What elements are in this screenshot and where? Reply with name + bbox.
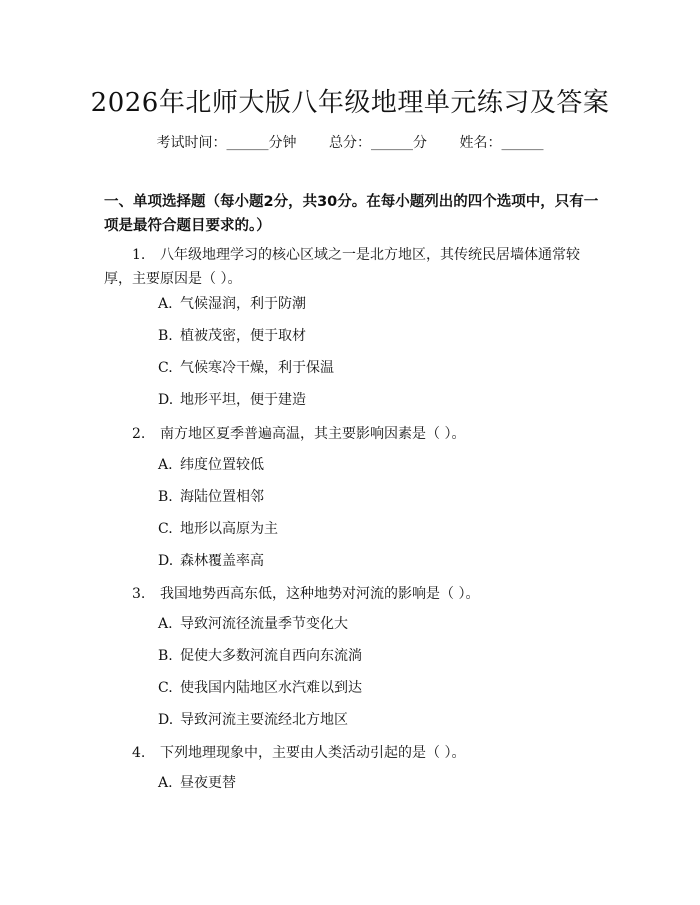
question-number: 2. (132, 426, 146, 442)
option-text: 地形平坦，便于建造 (180, 392, 306, 408)
question-4 (104, 741, 604, 765)
question-1 (104, 243, 604, 291)
question-2 (104, 422, 604, 446)
option-text: 气候湿润，利于防潮 (180, 296, 306, 312)
option-text: 促使大多数河流自西向东流淌 (180, 648, 362, 664)
option-text: 气候寒冷干燥，利于保温 (180, 360, 334, 376)
question-number: 4. (132, 745, 146, 761)
option-letter: C. (158, 680, 173, 696)
page-title: 2026年北师大版八年级地理单元练习及答案 (90, 88, 610, 118)
option-text: 导致河流径流量季节变化大 (180, 616, 348, 632)
option-letter: B. (158, 328, 173, 344)
option-text: 使我国内陆地区水汽难以到达 (180, 680, 362, 696)
option-1b (158, 326, 306, 346)
question-number: 1. (132, 247, 146, 263)
question-3 (104, 582, 604, 606)
option-text: 昼夜更替 (180, 775, 236, 791)
question-text: 下列地理现象中，主要由人类活动引起的是（ ）。 (160, 745, 466, 761)
option-letter: A. (158, 775, 173, 791)
option-2b (158, 487, 264, 507)
option-letter: A. (158, 457, 173, 473)
option-2d (158, 551, 264, 571)
option-letter: B. (158, 489, 173, 505)
option-letter: C. (158, 360, 173, 376)
option-letter: D. (158, 712, 174, 728)
option-1c (158, 358, 334, 378)
option-3c (158, 678, 362, 698)
option-text: 导致河流主要流经北方地区 (180, 712, 348, 728)
total-score-field: 总分：______分 (329, 135, 427, 151)
option-2a (158, 455, 264, 475)
question-text: 八年级地理学习的核心区域之一是北方地区，其传统民居墙体通常较厚，主要原因是（ ）。 (104, 247, 580, 287)
option-letter: B. (158, 648, 173, 664)
option-letter: A. (158, 296, 173, 312)
exam-time-field: 考试时间：______分钟 (156, 135, 297, 151)
option-letter: D. (158, 392, 174, 408)
option-2c (158, 519, 278, 539)
option-4a (158, 773, 236, 793)
option-letter: A. (158, 616, 173, 632)
option-1a (158, 294, 306, 314)
option-text: 海陆位置相邻 (180, 489, 264, 505)
option-3a (158, 614, 348, 634)
option-3b (158, 646, 362, 666)
option-letter: C. (158, 521, 173, 537)
option-3d (158, 710, 348, 730)
option-letter: D. (158, 553, 174, 569)
option-1d (158, 390, 306, 410)
question-text: 南方地区夏季普遍高温，其主要影响因素是（ ）。 (160, 426, 466, 442)
section-heading-single-choice: 一、单项选择题（每小题2分，共30分。在每小题列出的四个选项中，只有一项是最符合题目要求的。） (104, 194, 599, 234)
option-text: 地形以高原为主 (180, 521, 278, 537)
option-text: 植被茂密，便于取材 (180, 328, 306, 344)
question-number: 3. (132, 586, 146, 602)
option-text: 森林覆盖率高 (180, 553, 264, 569)
exam-meta-line (0, 132, 700, 152)
student-name-field: 姓名：______ (459, 135, 544, 151)
option-text: 纬度位置较低 (180, 457, 264, 473)
question-text: 我国地势西高东低，这种地势对河流的影响是（ ）。 (160, 586, 480, 602)
